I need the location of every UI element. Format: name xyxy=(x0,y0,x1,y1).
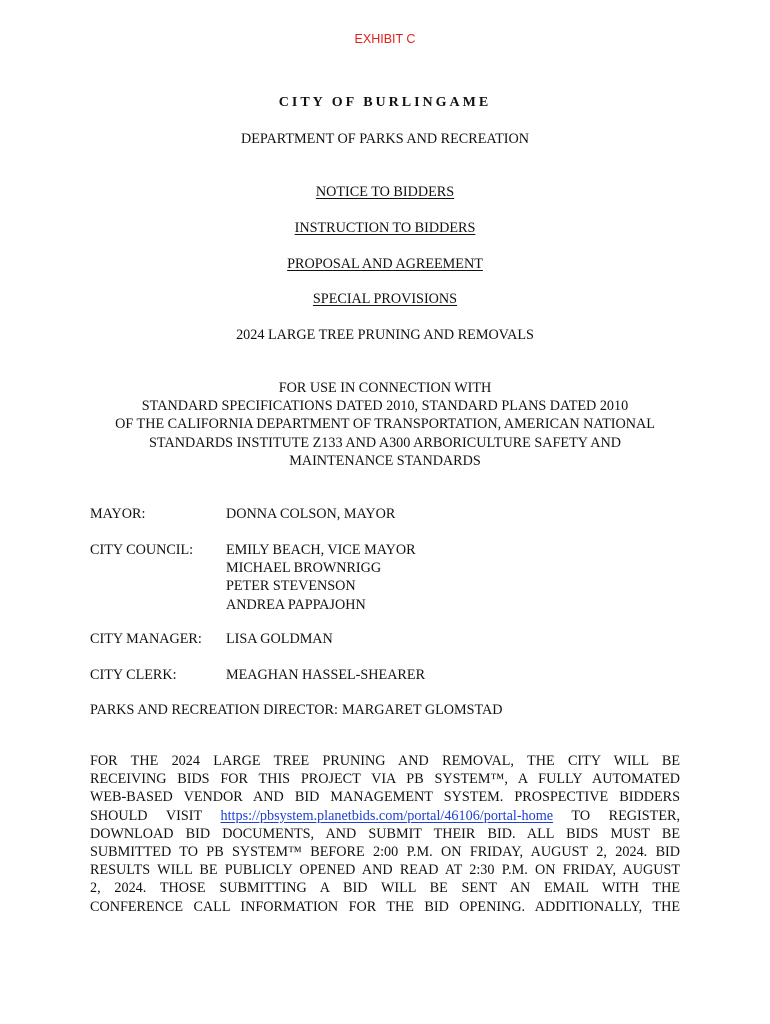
usage-line: STANDARDS INSTITUTE Z133 AND A300 ARBORICULTURE SAFETY AND xyxy=(149,434,621,451)
council-member: MICHAEL BROWNRIGG xyxy=(226,560,382,577)
section-notice-to-bidders xyxy=(0,184,770,201)
usage-statement xyxy=(80,379,690,470)
city-title: CITY OF BURLINGAME xyxy=(278,95,492,110)
official-value: DONNA COLSON, MAYOR xyxy=(226,506,396,522)
official-value: MEAGHAN HASSEL-SHEARER xyxy=(226,667,426,683)
bid-instructions-paragraph xyxy=(90,752,680,916)
section-special-provisions xyxy=(0,291,770,308)
section-proposal-and-agreement xyxy=(0,256,770,273)
paragraph-line: 2, 2024. THOSE SUBMITTING A BID WILL BE SENT AN EMAIL WITH THE xyxy=(90,880,680,897)
official-value: LISA GOLDMAN xyxy=(226,631,333,647)
usage-line: FOR USE IN CONNECTION WITH xyxy=(278,380,492,396)
council-member: EMILY BEACH, VICE MAYOR xyxy=(226,542,416,558)
section-title: PROPOSAL AND AGREEMENT xyxy=(287,256,483,272)
exhibit-label: EXHIBIT C xyxy=(354,32,416,46)
planetbids-portal-link[interactable]: https://pbsystem.planetbids.com/portal/46106/portal-home xyxy=(220,807,554,824)
paragraph-line: RECEIVING BIDS FOR THIS PROJECT VIA PB SYSTEM™, A FULLY AUTOMATED xyxy=(90,771,680,788)
paragraph-text: SHOULD VISIT xyxy=(90,807,202,824)
paragraph-line: DOWNLOAD BID DOCUMENTS, AND SUBMIT THEIR BID. ALL BIDS MUST BE xyxy=(90,825,680,842)
section-title: NOTICE TO BIDDERS xyxy=(315,184,455,200)
project-title: 2024 LARGE TREE PRUNING AND REMOVALS xyxy=(236,327,534,343)
council-members xyxy=(226,541,416,614)
section-instruction-to-bidders xyxy=(0,220,770,237)
official-label: CITY CLERK: xyxy=(90,667,177,683)
council-member: PETER STEVENSON xyxy=(226,578,356,595)
usage-line: MAINTENANCE STANDARDS xyxy=(289,452,481,469)
council-member: ANDREA PAPPAJOHN xyxy=(226,596,366,613)
paragraph-line-with-link xyxy=(90,807,680,825)
paragraph-line: CONFERENCE CALL INFORMATION FOR THE BID OPENING. ADDITIONALLY, THE xyxy=(90,898,680,915)
usage-line: OF THE CALIFORNIA DEPARTMENT OF TRANSPORTATION, AMERICAN NATIONAL xyxy=(115,416,655,433)
paragraph-line: FOR THE 2024 LARGE TREE PRUNING AND REMOVAL, THE CITY WILL BE xyxy=(90,753,680,769)
section-title: INSTRUCTION TO BIDDERS xyxy=(294,220,476,236)
department-name: DEPARTMENT OF PARKS AND RECREATION xyxy=(241,131,529,147)
official-label: PARKS AND RECREATION DIRECTOR: xyxy=(90,702,338,718)
paragraph-line: SUBMITTED TO PB SYSTEM™ BEFORE 2:00 P.M. ON FRIDAY, AUGUST 2, 2024. BID xyxy=(90,844,680,861)
section-title: SPECIAL PROVISIONS xyxy=(312,291,458,307)
official-label: CITY COUNCIL: xyxy=(90,542,194,558)
paragraph-text: TO REGISTER, xyxy=(571,807,681,824)
official-director xyxy=(90,702,503,719)
usage-line: STANDARD SPECIFICATIONS DATED 2010, STANDARD PLANS DATED 2010 xyxy=(141,398,629,415)
official-value: MARGARET GLOMSTAD xyxy=(341,702,503,718)
paragraph-line: WEB-BASED VENDOR AND BID MANAGEMENT SYSTEM. PROSPECTIVE BIDDERS xyxy=(90,789,680,806)
paragraph-line: RESULTS WILL BE PUBLICLY OPENED AND READ AT 2:30 P.M. ON FRIDAY, AUGUST xyxy=(90,862,680,879)
official-label: CITY MANAGER: xyxy=(90,631,202,647)
official-label: MAYOR: xyxy=(90,506,146,522)
